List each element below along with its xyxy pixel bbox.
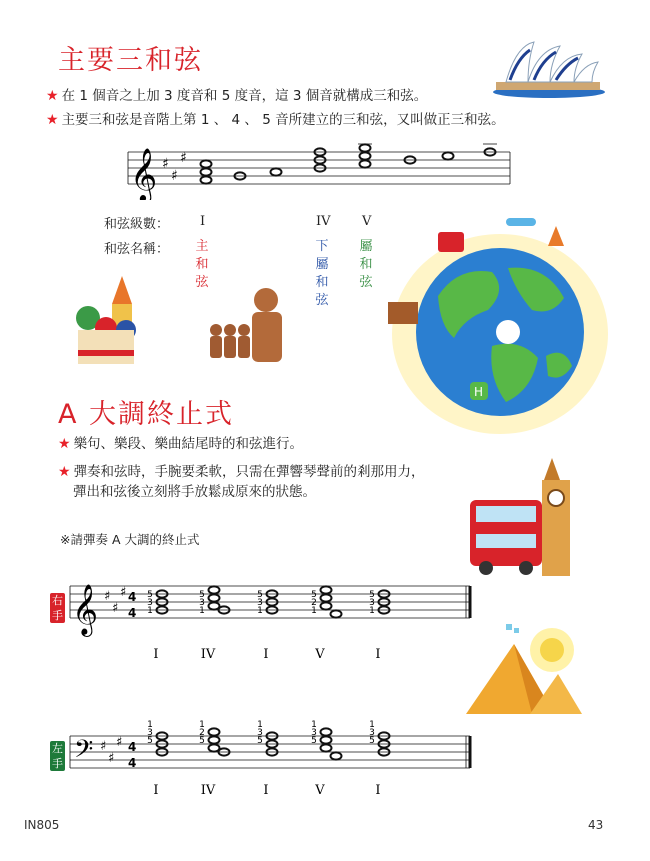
notehead <box>209 736 220 743</box>
right-hand-badge: 右手 <box>52 594 63 622</box>
notehead <box>321 736 332 743</box>
fingering-number: 5 <box>199 736 205 746</box>
fingering-number: 1 <box>311 606 317 616</box>
notehead <box>209 594 220 601</box>
fingering-number: 1 <box>199 606 205 616</box>
sharp-icon: ♯ <box>120 585 127 600</box>
chord-numeral: IV <box>200 783 216 796</box>
bass-clef-icon: 𝄢 <box>74 735 94 770</box>
terracotta-warriors-illustration <box>200 286 290 372</box>
fingering-number: 2 <box>311 598 317 608</box>
notehead <box>321 586 332 593</box>
fingering-number: 5 <box>311 736 317 746</box>
right-hand-cadence-staff <box>66 580 476 660</box>
fingering-number: 5 <box>369 590 375 600</box>
fingering-number: 1 <box>311 720 317 730</box>
left-hand-badge: 左手 <box>52 742 63 770</box>
treble-clef-icon: 𝄞 <box>130 147 158 200</box>
fingering-number: 5 <box>257 590 263 600</box>
chord-numeral: I <box>375 783 381 796</box>
treble-clef-icon: 𝄞 <box>72 584 99 635</box>
notehead <box>209 586 220 593</box>
degree-iv: IV <box>316 214 331 229</box>
fingering-number: 3 <box>147 598 153 608</box>
subdominant-chord-name: 下屬和弦 <box>315 239 329 308</box>
time-signature-bottom: 4 <box>128 606 137 620</box>
star-icon: ★ <box>46 88 59 104</box>
time-signature-top: 4 <box>128 590 137 604</box>
chord-numeral: I <box>375 647 381 660</box>
sharp-icon: ♯ <box>104 589 111 604</box>
london-bus-big-ben-illustration <box>468 458 600 578</box>
dominant-chord-name: 屬和弦 <box>359 239 373 290</box>
fingering-number: 1 <box>147 720 153 730</box>
fingering-number: 5 <box>199 590 205 600</box>
notehead <box>209 728 220 735</box>
practice-instruction: ※請彈奏 A 大調的終止式 <box>60 532 200 547</box>
star-icon: ★ <box>58 436 71 452</box>
sharp-icon: ♯ <box>112 601 119 616</box>
star-icon: ★ <box>58 464 71 480</box>
fingering-number: 1 <box>257 720 263 730</box>
fingering-number: 3 <box>257 598 263 608</box>
chord-numeral: V <box>315 647 325 660</box>
opera-house-illustration <box>488 36 610 100</box>
star-icon: ★ <box>46 112 59 128</box>
sharp-icon: ♯ <box>180 150 187 166</box>
bullet-text: 樂句、樂段、樂曲結尾時的和弦進行。 <box>73 436 304 452</box>
chord-numeral: I <box>263 647 269 660</box>
book-code: IN805 <box>24 818 60 832</box>
svg-text:H: H <box>474 385 484 399</box>
fingering-number: 1 <box>147 606 153 616</box>
notehead <box>321 594 332 601</box>
sharp-icon: ♯ <box>116 735 123 750</box>
notehead <box>321 744 332 751</box>
bullet-primary-triads <box>46 110 505 130</box>
fingering-number: 2 <box>199 728 205 738</box>
fingering-number: 5 <box>257 736 263 746</box>
notehead <box>331 752 342 759</box>
degree-i: I <box>200 214 206 229</box>
fingering-number: 5 <box>369 736 375 746</box>
bullet-triad-definition <box>46 86 427 106</box>
time-signature-top: 4 <box>128 740 137 754</box>
fingering-number: 1 <box>369 720 375 730</box>
fingering-number: 3 <box>147 728 153 738</box>
fingering-number: 1 <box>199 720 205 730</box>
fingering-number: 3 <box>257 728 263 738</box>
notehead <box>331 610 342 617</box>
sharp-icon: ♯ <box>108 751 115 766</box>
bullet-playing-tip-continued: 彈出和弦後立刻將手放鬆成原來的狀態。 <box>73 484 316 500</box>
page-number: 43 <box>588 818 604 832</box>
section-title-primary-triads: 主要三和弦 <box>58 45 203 76</box>
time-signature-bottom: 4 <box>128 756 137 770</box>
fingering-number: 5 <box>147 736 153 746</box>
bullet-text: 主要三和弦是音階上第 1 、 4 、 5 音所建立的三和弦，又叫做正三和弦。 <box>61 112 505 128</box>
world-globe-illustration <box>388 206 620 444</box>
sharp-icon: ♯ <box>100 739 107 754</box>
fingering-number: 3 <box>369 598 375 608</box>
sharp-icon: ♯ <box>162 156 169 172</box>
bullet-playing-tip <box>58 462 425 482</box>
section-title-a-major-cadence: A 大調終止式 <box>58 399 235 430</box>
degree-v: V <box>362 214 372 229</box>
chord-numeral: IV <box>200 647 216 660</box>
chord-numeral: I <box>153 647 159 660</box>
chord-numeral: I <box>153 783 159 796</box>
chord-numeral: I <box>263 783 269 796</box>
chord-numeral: V <box>315 783 325 796</box>
bullet-cadence-definition <box>58 434 303 454</box>
a-major-scale-chord-staff <box>120 140 516 200</box>
fingering-number: 1 <box>257 606 263 616</box>
fingering-number: 5 <box>147 590 153 600</box>
notehead <box>321 602 332 609</box>
fingering-number: 3 <box>199 598 205 608</box>
bullet-text: 彈奏和弦時，手腕要柔軟，只需在彈響琴聲前的剎那用力， <box>73 464 425 480</box>
cathedral-illustration <box>70 272 142 370</box>
fingering-number: 5 <box>311 590 317 600</box>
notehead <box>321 728 332 735</box>
degree-label: 和弦級數： <box>104 217 170 232</box>
name-label: 和弦名稱： <box>104 242 170 257</box>
tonic-chord-name: 主和弦 <box>195 239 209 290</box>
pyramids-illustration <box>462 622 590 718</box>
fingering-number: 3 <box>311 728 317 738</box>
fingering-number: 3 <box>369 728 375 738</box>
sharp-icon: ♯ <box>171 168 178 184</box>
bullet-text: 在 1 個音之上加 3 度音和 5 度音，這 3 個音就構成三和弦。 <box>61 88 428 104</box>
fingering-number: 1 <box>369 606 375 616</box>
left-hand-cadence-staff <box>66 716 476 796</box>
